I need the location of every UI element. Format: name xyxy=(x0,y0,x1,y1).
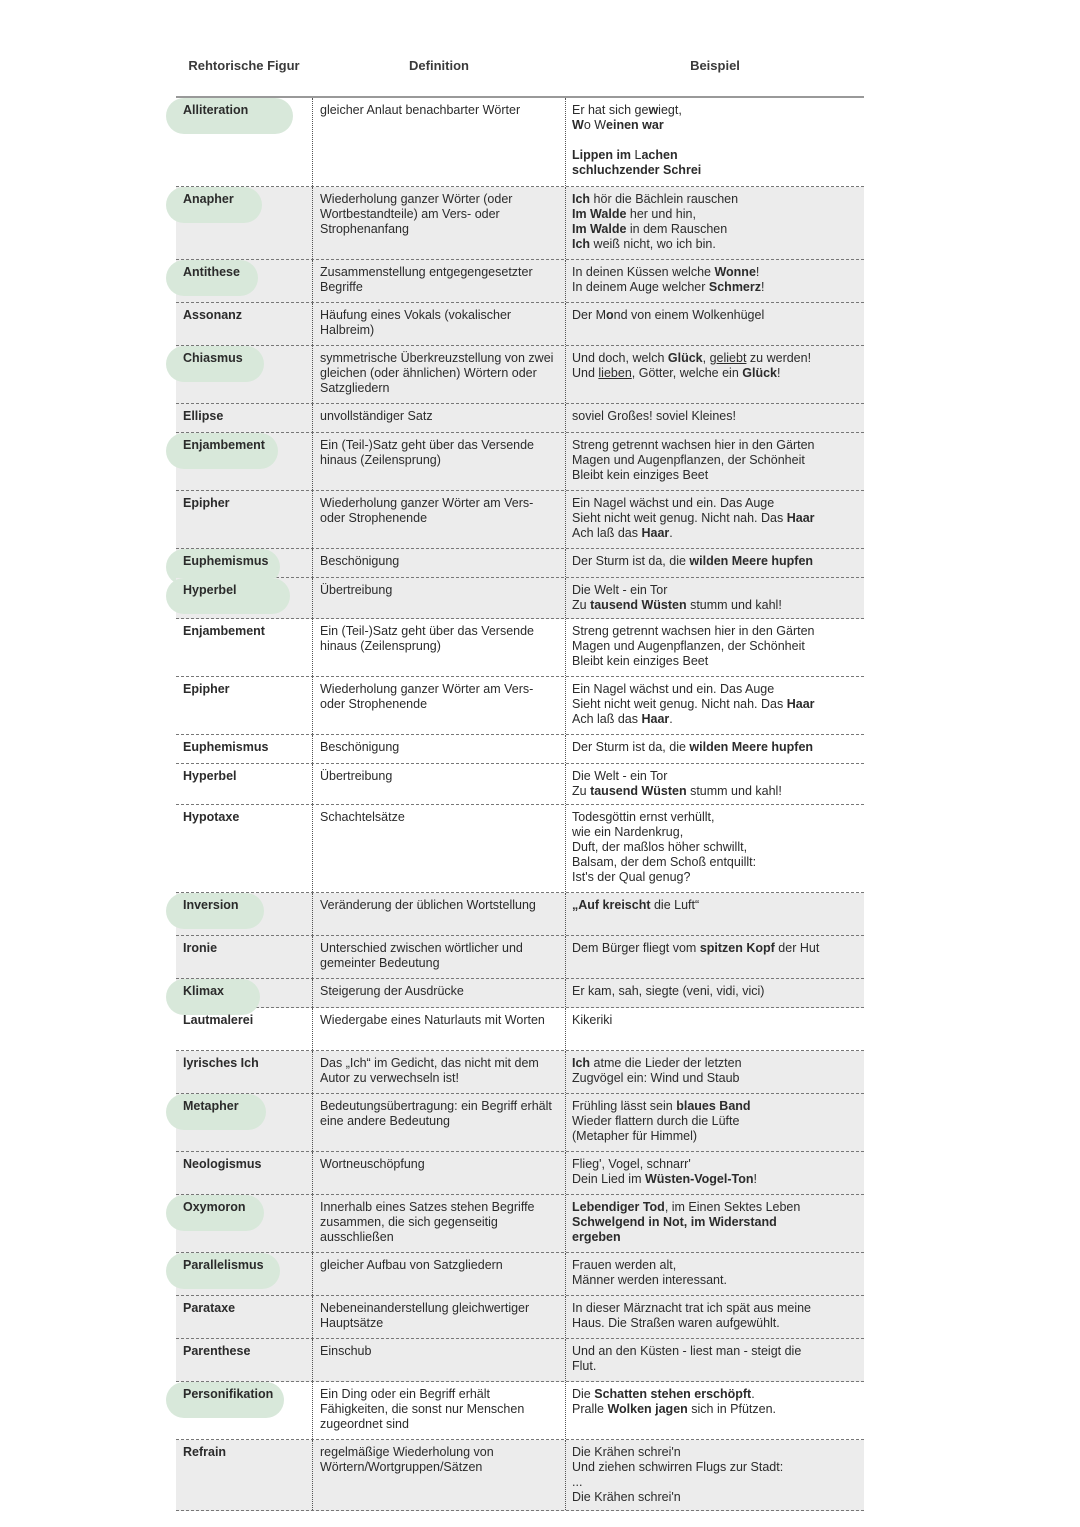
example-cell xyxy=(566,979,864,1007)
figure-cell xyxy=(176,260,312,302)
example-line: Lippen im Lachen xyxy=(572,148,678,162)
example-line: ... xyxy=(572,1475,583,1489)
example-line: Die Welt - ein Tor xyxy=(572,769,668,783)
example-cell xyxy=(566,1253,864,1295)
example-cell xyxy=(566,893,864,935)
figure-cell xyxy=(176,735,312,763)
figure-name: Oxymoron xyxy=(183,1200,246,1214)
header-example: Beispiel xyxy=(690,58,740,73)
figure-cell xyxy=(176,303,312,345)
example-line: Ein Nagel wächst und ein. Das Auge xyxy=(572,496,775,510)
definition-cell: Ein Ding oder ein Begriff erhält Fähigkeiten, die sonst nur Menschen zugeordnet sind xyxy=(312,1382,566,1439)
definition-cell: Beschönigung xyxy=(312,735,566,763)
example-line: ergeben xyxy=(572,1230,621,1244)
figure-name: Metapher xyxy=(183,1099,239,1113)
definition-cell: Zusammenstellung entgegengesetzter Begriffe xyxy=(312,260,566,302)
figure-cell xyxy=(176,549,312,577)
definition-cell: Einschub xyxy=(312,1339,566,1381)
table-row xyxy=(176,1051,864,1094)
example-cell xyxy=(566,404,864,432)
figure-name: Euphemismus xyxy=(183,554,269,568)
example-line: Ach laß das Haar. xyxy=(572,712,673,726)
table-row xyxy=(176,346,864,404)
table-row xyxy=(176,98,864,187)
example-line: Dem Bürger fliegt vom spitzen Kopf der Hut xyxy=(572,941,820,955)
definition-cell: Steigerung der Ausdrücke xyxy=(312,979,566,1007)
example-line: Sieht nicht weit genug. Nicht nah. Das Haar xyxy=(572,697,815,711)
example-cell xyxy=(566,677,864,734)
example-line: Und doch, welch Glück, geliebt zu werden! xyxy=(572,351,812,365)
figure-name: Parataxe xyxy=(183,1301,236,1315)
figure-name: lyrisches Ich xyxy=(183,1056,259,1070)
example-line: „Auf kreischt die Luft“ xyxy=(572,898,700,912)
definition-cell: Häufung eines Vokals (vokalischer Halbreim) xyxy=(312,303,566,345)
example-cell xyxy=(566,491,864,548)
figure-cell xyxy=(176,764,312,804)
example-cell xyxy=(566,1094,864,1151)
header-definition: Definition xyxy=(409,58,469,73)
table-row xyxy=(176,187,864,260)
table-header xyxy=(176,58,864,98)
example-cell xyxy=(566,1440,864,1510)
table-row xyxy=(176,1008,864,1051)
example-line: Streng getrennt wachsen hier in den Gärten xyxy=(572,438,815,452)
example-line: Zugvögel ein: Wind und Staub xyxy=(572,1071,740,1085)
figures-table xyxy=(176,58,864,1511)
example-line: Balsam, der dem Schoß entquillt: xyxy=(572,855,757,869)
definition-cell: gleicher Anlaut benachbarter Wörter xyxy=(312,98,566,186)
example-line: Flieg', Vogel, schnarr' xyxy=(572,1157,691,1171)
figure-cell xyxy=(176,893,312,935)
table-row xyxy=(176,1339,864,1382)
example-line: Wo Weinen war xyxy=(572,118,664,132)
example-cell xyxy=(566,1382,864,1439)
figure-cell xyxy=(176,98,312,186)
example-line: Todesgöttin ernst verhüllt, xyxy=(572,810,715,824)
figure-cell xyxy=(176,404,312,432)
table-row xyxy=(176,1440,864,1511)
example-line: Und an den Küsten - liest man - steigt die xyxy=(572,1344,802,1358)
example-cell xyxy=(566,1008,864,1050)
table-row xyxy=(176,619,864,677)
definition-cell: Innerhalb eines Satzes stehen Begriffe zusammen, die sich gegenseitig ausschließen xyxy=(312,1195,566,1252)
table-row xyxy=(176,893,864,936)
figure-cell xyxy=(176,619,312,676)
figure-name: Parenthese xyxy=(183,1344,251,1358)
example-cell xyxy=(566,1051,864,1093)
table-row xyxy=(176,260,864,303)
figure-cell xyxy=(176,346,312,403)
example-line: Ich weiß nicht, wo ich bin. xyxy=(572,237,716,251)
figure-name: Personifikation xyxy=(183,1387,274,1401)
definition-cell: Veränderung der üblichen Wortstellung xyxy=(312,893,566,935)
example-cell xyxy=(566,98,864,186)
table-row xyxy=(176,491,864,549)
example-line: Frauen werden alt, xyxy=(572,1258,677,1272)
figure-cell xyxy=(176,1008,312,1050)
table-row xyxy=(176,677,864,735)
definition-cell: Das „Ich“ im Gedicht, das nicht mit dem Autor zu verwechseln ist! xyxy=(312,1051,566,1093)
example-line: In deinem Auge welcher Schmerz! xyxy=(572,280,765,294)
example-line: Die Schatten stehen erschöpft. xyxy=(572,1387,755,1401)
table-row xyxy=(176,979,864,1008)
example-cell xyxy=(566,1152,864,1194)
example-line: Flut. xyxy=(572,1359,597,1373)
figure-name: Antithese xyxy=(183,265,240,279)
example-line: Frühling lässt sein blaues Band xyxy=(572,1099,751,1113)
table-row xyxy=(176,764,864,805)
table-row xyxy=(176,549,864,578)
example-line: (Metapher für Himmel) xyxy=(572,1129,698,1143)
figure-name: Ellipse xyxy=(183,409,224,423)
example-cell xyxy=(566,303,864,345)
figure-name: Epipher xyxy=(183,496,230,510)
figure-cell xyxy=(176,1339,312,1381)
table-body xyxy=(176,98,864,1511)
example-line: Zu tausend Wüsten stumm und kahl! xyxy=(572,598,782,612)
figure-cell xyxy=(176,1382,312,1439)
example-line: Ist's der Qual genug? xyxy=(572,870,691,884)
example-cell xyxy=(566,764,864,804)
example-line: In deinen Küssen welche Wonne! xyxy=(572,265,760,279)
example-cell xyxy=(566,735,864,763)
table-row xyxy=(176,805,864,893)
definition-cell: unvollständiger Satz xyxy=(312,404,566,432)
example-line: Ein Nagel wächst und ein. Das Auge xyxy=(572,682,775,696)
example-cell xyxy=(566,260,864,302)
example-line: wie ein Nardenkrug, xyxy=(572,825,684,839)
definition-cell: regelmäßige Wiederholung von Wörtern/Wortgruppen/Sätzen xyxy=(312,1440,566,1510)
example-cell xyxy=(566,578,864,618)
table-row xyxy=(176,936,864,979)
table-row xyxy=(176,578,864,619)
definition-cell: Wiederholung ganzer Wörter (oder Wortbestandteile) am Vers- oder Strophenanfang xyxy=(312,187,566,259)
example-line: Magen und Augenpflanzen, der Schönheit xyxy=(572,639,805,653)
example-line: Im Walde in dem Rauschen xyxy=(572,222,728,236)
example-cell xyxy=(566,1339,864,1381)
example-line: Wieder flattern durch die Lüfte xyxy=(572,1114,740,1128)
figure-cell xyxy=(176,1195,312,1252)
figure-cell xyxy=(176,491,312,548)
definition-cell: Beschönigung xyxy=(312,549,566,577)
example-line: Bleibt kein einziges Beet xyxy=(572,468,709,482)
definition-cell: Übertreibung xyxy=(312,764,566,804)
figure-cell xyxy=(176,677,312,734)
figure-name: Assonanz xyxy=(183,308,243,322)
example-line: Die Welt - ein Tor xyxy=(572,583,668,597)
example-line: Der Sturm ist da, die wilden Meere hupfen xyxy=(572,554,814,568)
example-line: schluchzender Schrei xyxy=(572,163,702,177)
figure-cell xyxy=(176,578,312,618)
figure-name: Hypotaxe xyxy=(183,810,240,824)
table-row xyxy=(176,735,864,764)
definition-cell: symmetrische Überkreuzstellung von zwei gleichen (oder ähnlichen) Wörtern oder Satzgliedern xyxy=(312,346,566,403)
definition-cell: Nebeneinanderstellung gleichwertiger Hauptsätze xyxy=(312,1296,566,1338)
example-line: Sieht nicht weit genug. Nicht nah. Das Haar xyxy=(572,511,815,525)
example-cell xyxy=(566,346,864,403)
example-line: Schwelgend in Not, im Widerstand xyxy=(572,1215,777,1229)
figure-name: Enjambement xyxy=(183,624,265,638)
example-line xyxy=(572,133,860,148)
figure-name: Euphemismus xyxy=(183,740,269,754)
figure-cell xyxy=(176,1152,312,1194)
figure-name: Parallelismus xyxy=(183,1258,264,1272)
example-line: In dieser Märznacht trat ich spät aus meine xyxy=(572,1301,812,1315)
example-cell xyxy=(566,1195,864,1252)
example-line: Männer werden interessant. xyxy=(572,1273,727,1287)
figure-name: Epipher xyxy=(183,682,230,696)
example-line: Magen und Augenpflanzen, der Schönheit xyxy=(572,453,805,467)
figure-name: Anapher xyxy=(183,192,234,206)
figure-cell xyxy=(176,1440,312,1510)
table-row xyxy=(176,1296,864,1339)
example-line: Streng getrennt wachsen hier in den Gärten xyxy=(572,624,815,638)
example-line: Und lieben, Götter, welche ein Glück! xyxy=(572,366,781,380)
header-figure: Rehtorische Figur xyxy=(188,58,300,73)
example-line: Ich atme die Lieder der letzten xyxy=(572,1056,742,1070)
example-line: Er kam, sah, siegte (veni, vidi, vici) xyxy=(572,984,765,998)
definition-cell: Ein (Teil-)Satz geht über das Versende hinaus (Zeilensprung) xyxy=(312,433,566,490)
example-cell xyxy=(566,805,864,892)
figure-cell xyxy=(176,979,312,1007)
example-line: Ich hör die Bächlein rauschen xyxy=(572,192,739,206)
figure-cell xyxy=(176,1253,312,1295)
example-line: Dein Lied im Wüsten-Vogel-Ton! xyxy=(572,1172,757,1186)
example-cell xyxy=(566,936,864,978)
example-line: Kikeriki xyxy=(572,1013,613,1027)
example-line: Und ziehen schwirren Flugs zur Stadt: xyxy=(572,1460,784,1474)
definition-cell: Übertreibung xyxy=(312,578,566,618)
example-cell xyxy=(566,433,864,490)
figure-cell xyxy=(176,433,312,490)
figure-name: Inversion xyxy=(183,898,239,912)
definition-cell: Wiederholung ganzer Wörter am Vers- oder Strophenende xyxy=(312,491,566,548)
example-line: Zu tausend Wüsten stumm und kahl! xyxy=(572,784,782,798)
figure-cell xyxy=(176,1094,312,1151)
figure-cell xyxy=(176,805,312,892)
example-line: Bleibt kein einziges Beet xyxy=(572,654,709,668)
table-row xyxy=(176,404,864,433)
example-line: Lebendiger Tod, im Einen Sektes Leben xyxy=(572,1200,801,1214)
example-cell xyxy=(566,1296,864,1338)
table-row xyxy=(176,1382,864,1440)
example-line: Pralle Wolken jagen sich in Pfützen. xyxy=(572,1402,777,1416)
example-line: soviel Großes! soviel Kleines! xyxy=(572,409,736,423)
figure-name: Hyperbel xyxy=(183,583,237,597)
definition-cell: Wortneuschöpfung xyxy=(312,1152,566,1194)
figure-name: Enjambement xyxy=(183,438,265,452)
figure-cell xyxy=(176,187,312,259)
figure-name: Alliteration xyxy=(183,103,249,117)
definition-cell: Bedeutungsübertragung: ein Begriff erhält eine andere Bedeutung xyxy=(312,1094,566,1151)
figure-cell xyxy=(176,1296,312,1338)
example-line: Duft, der maßlos höher schwillt, xyxy=(572,840,748,854)
example-cell xyxy=(566,619,864,676)
definition-cell: Unterschied zwischen wörtlicher und gemeinter Bedeutung xyxy=(312,936,566,978)
figure-name: Lautmalerei xyxy=(183,1013,254,1027)
figure-cell xyxy=(176,1051,312,1093)
example-cell xyxy=(566,549,864,577)
example-line: Ach laß das Haar. xyxy=(572,526,673,540)
example-line: Der Mond von einem Wolkenhügel xyxy=(572,308,765,322)
example-line: Er hat sich gewiegt, xyxy=(572,103,682,117)
figure-name: Hyperbel xyxy=(183,769,237,783)
example-line: Der Sturm ist da, die wilden Meere hupfen xyxy=(572,740,814,754)
definition-cell: Schachtelsätze xyxy=(312,805,566,892)
example-line: Haus. Die Straßen waren aufgewühlt. xyxy=(572,1316,780,1330)
example-cell xyxy=(566,187,864,259)
example-line: Im Walde her und hin, xyxy=(572,207,696,221)
example-line: Die Krähen schrei'n xyxy=(572,1445,681,1459)
definition-cell: Wiederholung ganzer Wörter am Vers- oder Strophenende xyxy=(312,677,566,734)
figure-cell xyxy=(176,936,312,978)
figure-name: Refrain xyxy=(183,1445,227,1459)
figure-name: Chiasmus xyxy=(183,351,243,365)
figure-name: Klimax xyxy=(183,984,224,998)
table-row xyxy=(176,1094,864,1152)
table-row xyxy=(176,1152,864,1195)
definition-cell: Ein (Teil-)Satz geht über das Versende hinaus (Zeilensprung) xyxy=(312,619,566,676)
table-row xyxy=(176,303,864,346)
figure-name: Ironie xyxy=(183,941,218,955)
table-row xyxy=(176,1253,864,1296)
figure-name: Neologismus xyxy=(183,1157,262,1171)
definition-cell: Wiedergabe eines Naturlauts mit Worten xyxy=(312,1008,566,1050)
example-line: Die Krähen schrei'n xyxy=(572,1490,681,1504)
definition-cell: gleicher Aufbau von Satzgliedern xyxy=(312,1253,566,1295)
table-row xyxy=(176,1195,864,1253)
table-row xyxy=(176,433,864,491)
